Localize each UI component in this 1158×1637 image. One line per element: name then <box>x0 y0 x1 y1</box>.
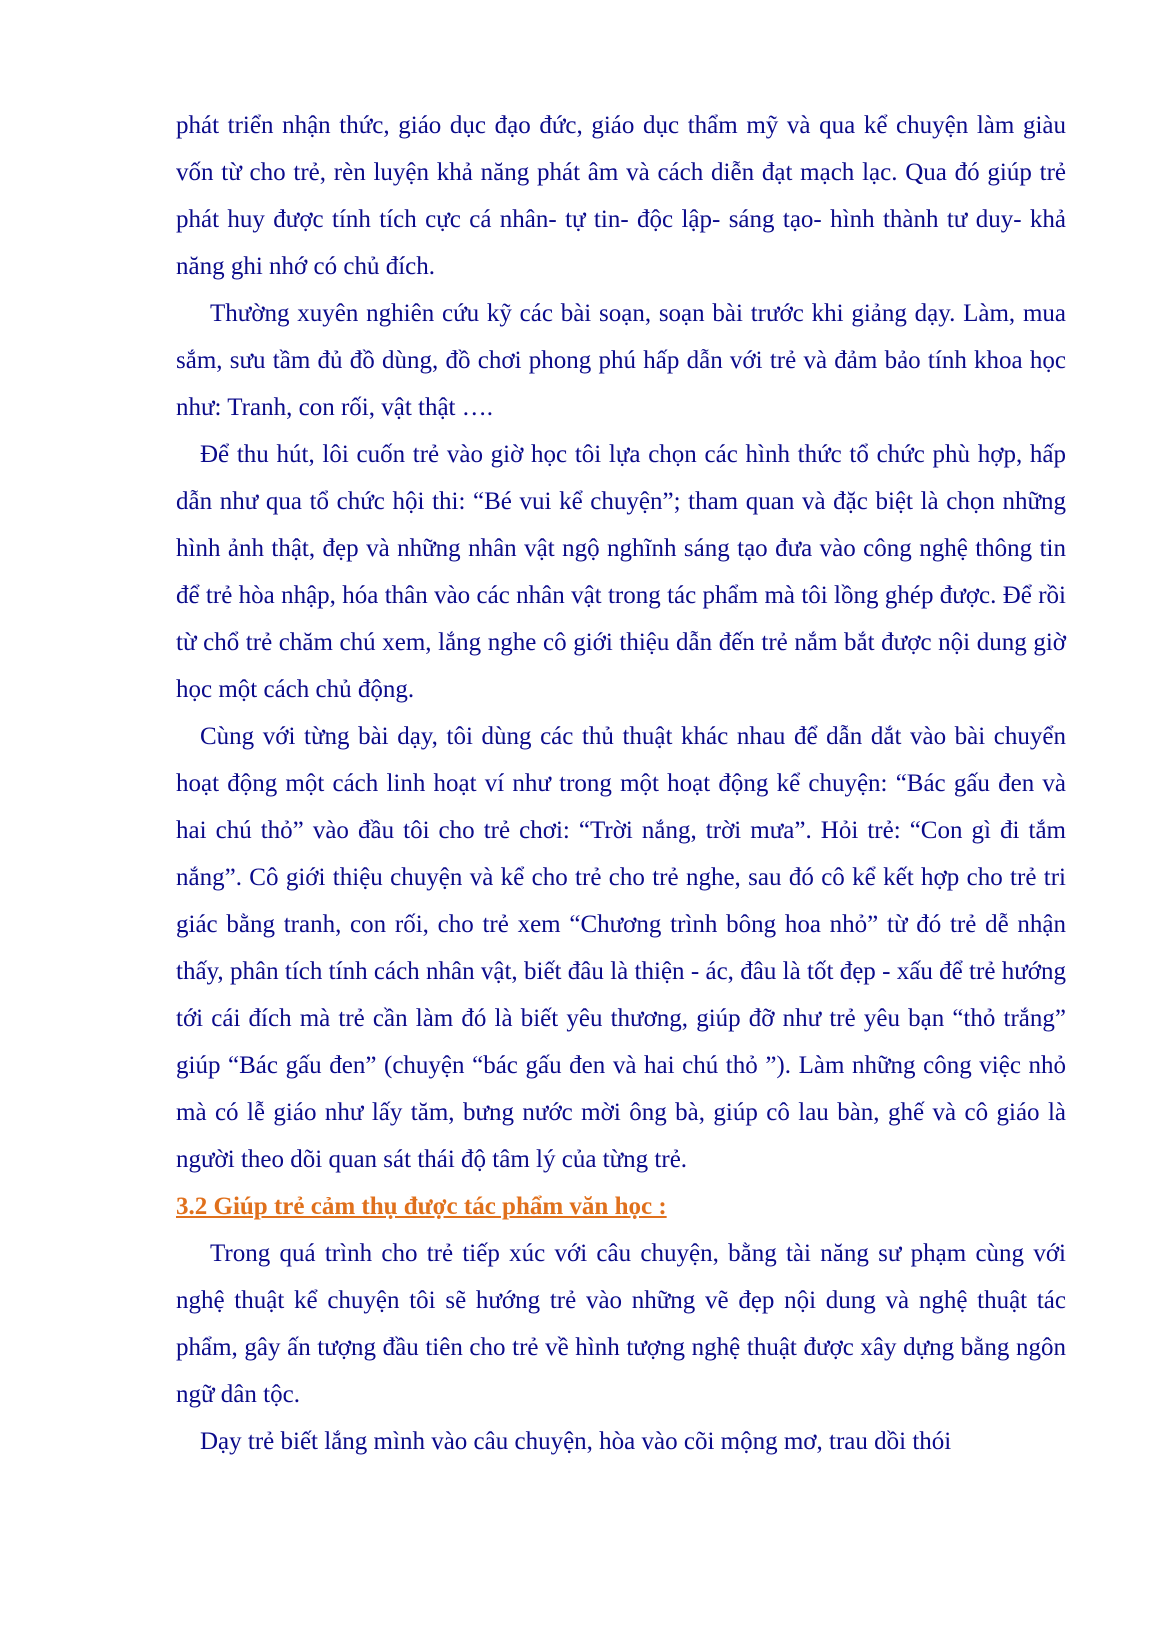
paragraph-4: Cùng với từng bài dạy, tôi dùng các thủ thuật khác nhau để dẫn dắt vào bài chuyển hoạt động một cách linh hoạt ví như trong một hoạt động kể chuyện: “Bác gấu đen và hai chú thỏ” vào đầu tôi cho trẻ chơi: “Trời nắng, trời mưa”. Hỏi trẻ: “Con gì đi tắm nắng”. Cô giới thiệu chuyện và kể cho trẻ cho trẻ nghe, sau đó cô kể kết hợp cho trẻ tri giác bằng tranh, con rối, cho trẻ xem “Chương trình bông hoa nhỏ” từ đó trẻ dễ nhận thấy, phân tích tính cách nhân vật, biết đâu là thiện - ác, đâu là tốt đẹp - xấu để trẻ hướng tới cái đích mà trẻ cần làm đó là biết yêu thương, giúp đỡ như trẻ yêu bạn “thỏ trắng” giúp “Bác gấu đen” (chuyện “bác gấu đen và hai chú thỏ ”). Làm những công việc nhỏ mà có lễ giáo như lấy tăm, bưng nước mời ông bà, giúp cô lau bàn, ghế và cô giáo là người theo dõi quan sát thái độ tâm lý của từng trẻ. <box>176 723 1066 1173</box>
paragraph-6: Dạy trẻ biết lắng mình vào câu chuyện, hòa vào cõi mộng mơ, trau dồi thói <box>200 1428 952 1455</box>
paragraph-5: Trong quá trình cho trẻ tiếp xúc với câu chuyện, bằng tài năng sư phạm cùng với nghệ thuật kể chuyện tôi sẽ hướng trẻ vào những vẽ đẹp nội dung và nghệ thuật tác phẩm, gây ấn tượng đầu tiên cho trẻ về hình tượng nghệ thuật được xây dựng bằng ngôn ngữ dân tộc. <box>176 1240 1066 1408</box>
paragraph-1: phát triển nhận thức, giáo dục đạo đức, giáo dục thẩm mỹ và qua kể chuyện làm giàu vốn từ cho trẻ, rèn luyện khả năng phát âm và cách diễn đạt mạch lạc. Qua đó giúp trẻ phát huy được tính tích cực cá nhân- tự tin- độc lập- sáng tạo- hình thành tư duy- khả năng ghi nhớ có chủ đích. <box>176 112 1066 280</box>
paragraph-2: Thường xuyên nghiên cứu kỹ các bài soạn, soạn bài trước khi giảng dạy. Làm, mua sắm, sưu tầm đủ đồ dùng, đồ chơi phong phú hấp dẫn với trẻ và đảm bảo tính khoa học như: Tranh, con rối, vật thật …. <box>176 300 1066 421</box>
paragraph-3: Để thu hút, lôi cuốn trẻ vào giờ học tôi lựa chọn các hình thức tổ chức phù hợp, hấp dẫn như qua tổ chức hội thi: “Bé vui kể chuyện”; tham quan và đặc biệt là chọn những hình ảnh thật, đẹp và những nhân vật ngộ nghĩnh sáng tạo đưa vào công nghệ thông tin để trẻ hòa nhập, hóa thân vào các nhân vật trong tác phẩm mà tôi lồng ghép được. Để rồi từ chổ trẻ chăm chú xem, lắng nghe cô giới thiệu dẫn đến trẻ nắm bắt được nội dung giờ học một cách chủ động. <box>176 441 1066 703</box>
document-body <box>176 102 1066 1465</box>
section-heading-3-2: 3.2 Giúp trẻ cảm thụ được tác phẩm văn học : <box>176 1193 667 1220</box>
